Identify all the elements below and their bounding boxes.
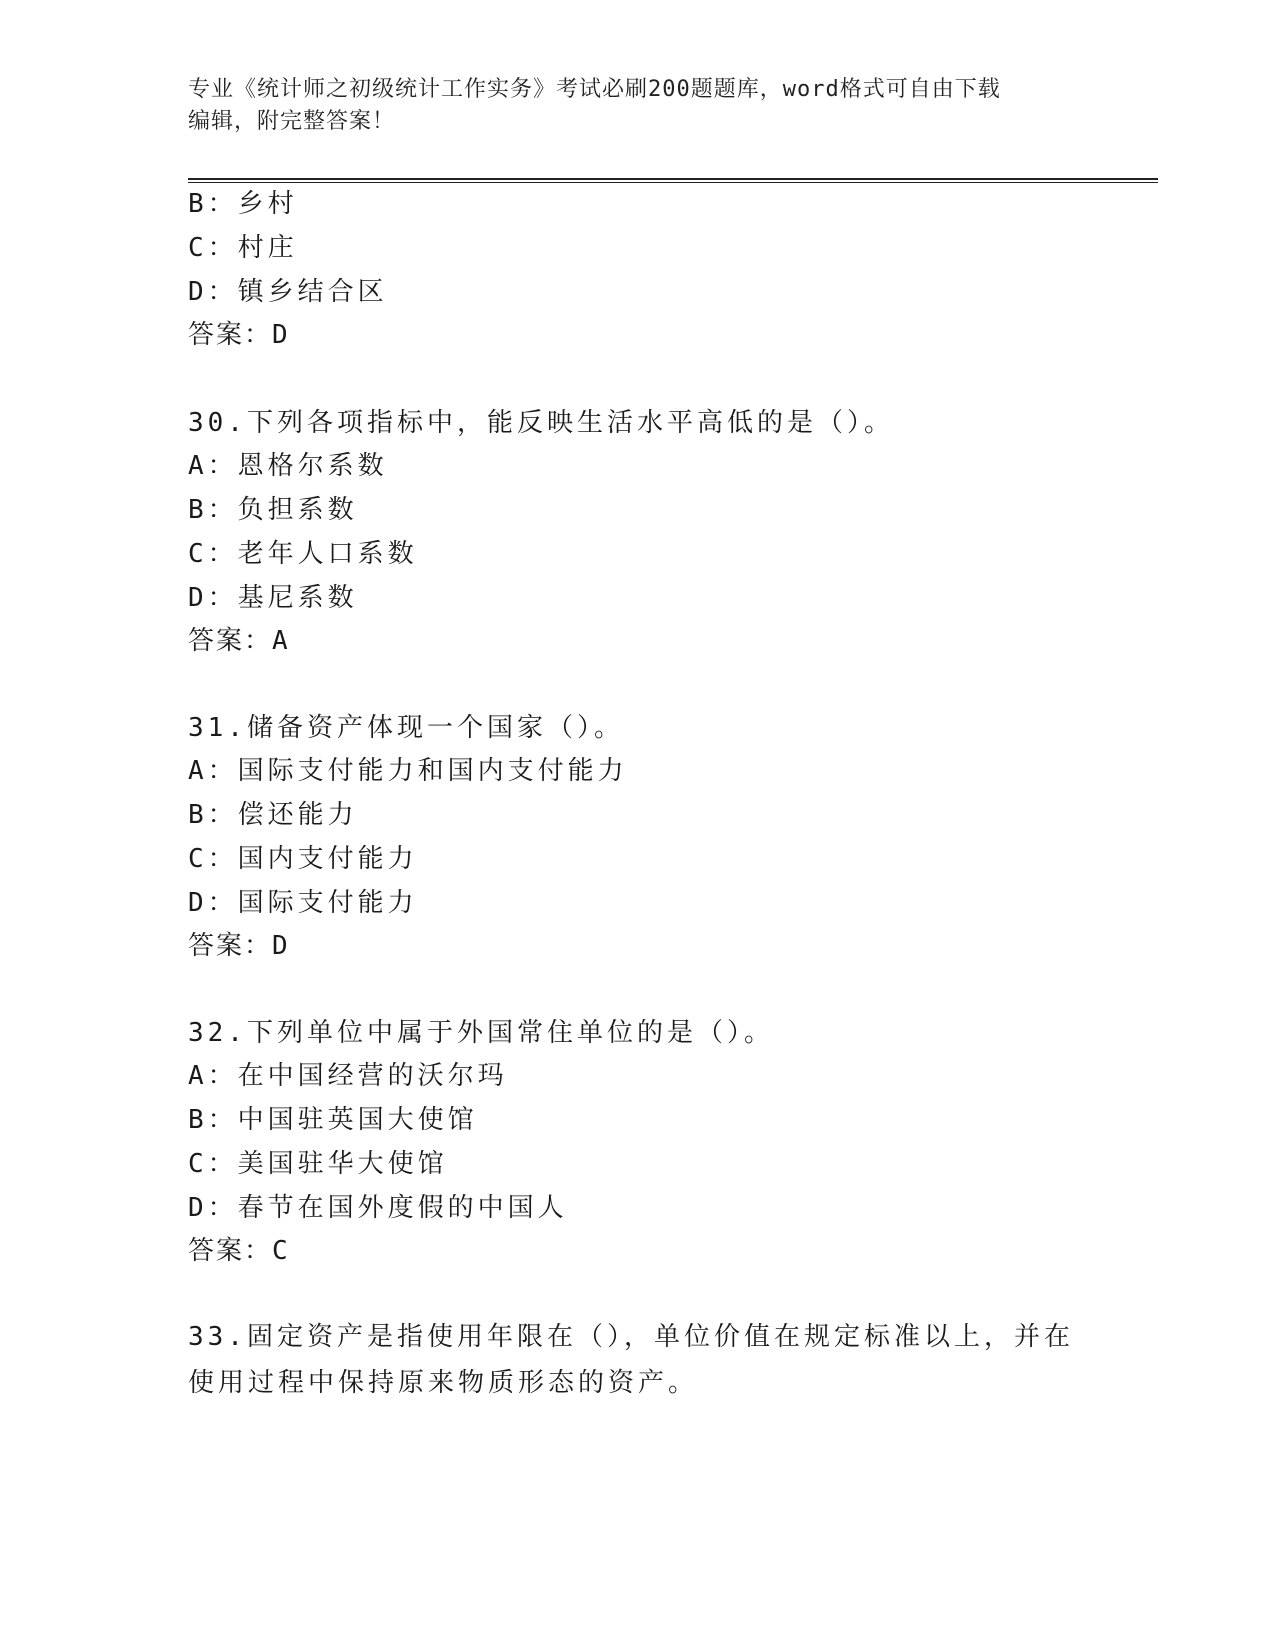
header-divider <box>188 178 1158 183</box>
answer-31: 答案：D <box>188 931 290 961</box>
option-31-b: B：偿还能力 <box>188 800 358 830</box>
option-31-a: A：国际支付能力和国内支付能力 <box>188 756 628 786</box>
answer-29: 答案：D <box>188 320 290 350</box>
option-32-a: A：在中国经营的沃尔玛 <box>188 1061 508 1091</box>
question-31: 31.储备资产体现一个国家（）。 <box>188 713 624 743</box>
question-30: 30.下列各项指标中，能反映生活水平高低的是（）。 <box>188 408 894 438</box>
option-30-b: B：负担系数 <box>188 495 358 525</box>
question-33: 33.固定资产是指使用年限在（），单位价值在规定标准以上，并在使用过程中保持原来物质形态的资产。 <box>188 1322 1074 1398</box>
answer-32: 答案：C <box>188 1236 290 1266</box>
option-32-c: C：美国驻华大使馆 <box>188 1149 448 1179</box>
option-29-b: B：乡村 <box>188 189 298 219</box>
question-32: 32.下列单位中属于外国常住单位的是（）。 <box>188 1018 774 1048</box>
option-32-d: D：春节在国外度假的中国人 <box>188 1193 568 1223</box>
header-line-2: 编辑，附完整答案！ <box>188 109 396 134</box>
option-30-a: A：恩格尔系数 <box>188 451 388 481</box>
option-29-d: D：镇乡结合区 <box>188 277 388 307</box>
option-32-b: B：中国驻英国大使馆 <box>188 1105 478 1135</box>
document-header <box>188 74 1088 138</box>
answer-30: 答案：A <box>188 626 290 656</box>
option-30-c: C：老年人口系数 <box>188 539 418 569</box>
option-31-d: D：国际支付能力 <box>188 888 418 918</box>
option-29-c: C：村庄 <box>188 233 298 263</box>
header-line-1: 专业《统计师之初级统计工作实务》考试必刷200题题库，word格式可自由下载 <box>188 77 1001 102</box>
option-31-c: C：国内支付能力 <box>188 844 418 874</box>
option-30-d: D：基尼系数 <box>188 583 358 613</box>
